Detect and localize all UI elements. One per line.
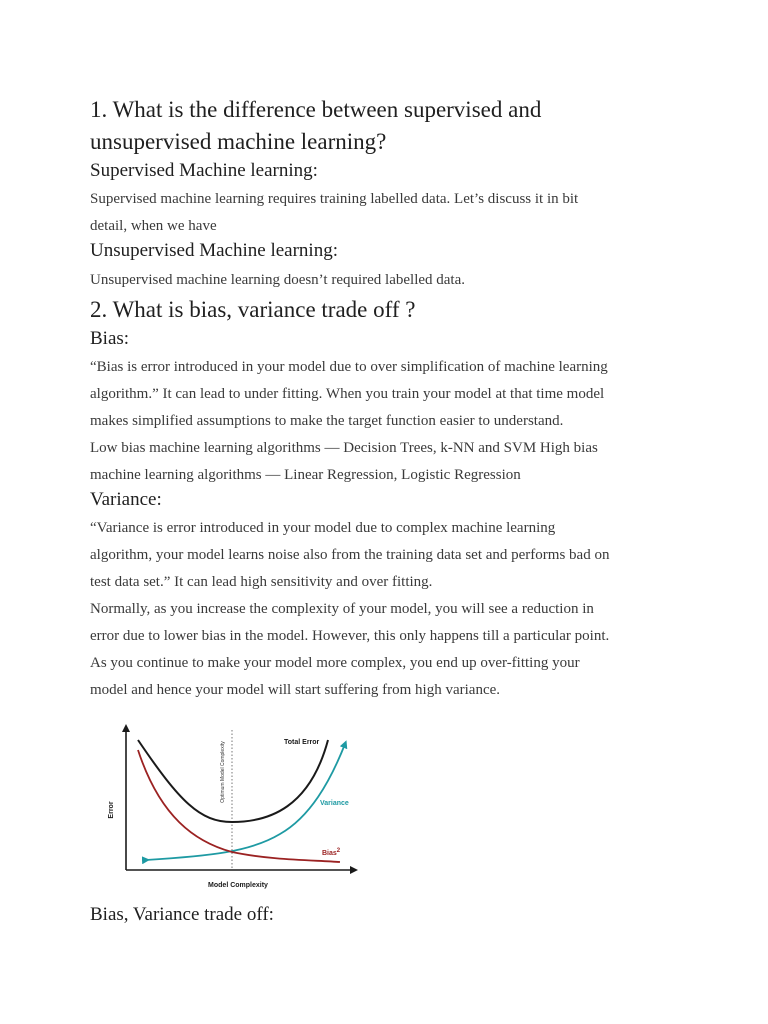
bias-paragraph bbox=[90, 354, 690, 489]
bias-curve bbox=[138, 750, 340, 862]
variance-label: Variance bbox=[320, 800, 349, 807]
total-error-curve bbox=[138, 740, 328, 822]
variance-line: model and hence your model will start suffering from high variance. bbox=[90, 682, 501, 698]
supervised-heading: Supervised Machine learning: bbox=[90, 160, 318, 181]
variance-paragraph bbox=[90, 515, 690, 704]
bias-line: machine learning algorithms — Linear Regression, Logistic Regression bbox=[90, 467, 521, 483]
unsupervised-heading: Unsupervised Machine learning: bbox=[90, 240, 338, 261]
q1-title-line-1: 1. What is the difference between supervised and bbox=[90, 97, 542, 122]
unsupervised-line-1: Unsupervised machine learning doesn’t required labelled data. bbox=[90, 272, 466, 288]
variance-line: test data set.” It can lead high sensitivity and over fitting. bbox=[90, 574, 433, 590]
unsupervised-paragraph bbox=[90, 267, 690, 294]
x-axis-label: Model Complexity bbox=[208, 882, 268, 889]
q2-title: 2. What is bias, variance trade off ? bbox=[90, 297, 416, 322]
total-error-label: Total Error bbox=[284, 739, 320, 746]
bias-line: “Bias is error introduced in your model due to over simplification of machine learning bbox=[90, 359, 608, 375]
bias-variance-diagram bbox=[100, 722, 364, 894]
variance-curve bbox=[146, 744, 345, 860]
bias-line: Low bias machine learning algorithms — Decision Trees, k-NN and SVM High bias bbox=[90, 440, 598, 456]
bias-label bbox=[322, 848, 341, 857]
variance-line: “Variance is error introduced in your model due to complex machine learning bbox=[90, 520, 556, 536]
variance-line: error due to lower bias in the model. However, this only happens till a particular point. bbox=[90, 628, 610, 644]
bias-label-text: Bias bbox=[322, 850, 337, 857]
variance-heading: Variance: bbox=[90, 489, 162, 510]
bias-line: makes simplified assumptions to make the target function easier to understand. bbox=[90, 413, 564, 429]
q1-title-line-2: unsupervised machine learning? bbox=[90, 129, 387, 154]
supervised-line-2: detail, when we have bbox=[90, 218, 217, 234]
variance-line: algorithm, your model learns noise also from the training data set and performs bad on bbox=[90, 547, 610, 563]
bias-variance-figure bbox=[100, 722, 364, 894]
variance-line: As you continue to make your model more complex, you end up over-fitting your bbox=[90, 655, 580, 671]
bias-line: algorithm.” It can lead to under fitting. When you train your model at that time model bbox=[90, 386, 605, 402]
supervised-line-1: Supervised machine learning requires training labelled data. Let’s discuss it in bit bbox=[90, 191, 579, 207]
tradeoff-heading: Bias, Variance trade off: bbox=[90, 904, 274, 925]
y-axis-label: Error bbox=[108, 801, 115, 819]
variance-line: Normally, as you increase the complexity of your model, you will see a reduction in bbox=[90, 601, 594, 617]
optimum-label: Optimum Model Complexity bbox=[220, 741, 226, 803]
supervised-paragraph bbox=[90, 186, 690, 240]
bias-heading: Bias: bbox=[90, 328, 130, 349]
bias-label-superscript: 2 bbox=[336, 848, 341, 854]
